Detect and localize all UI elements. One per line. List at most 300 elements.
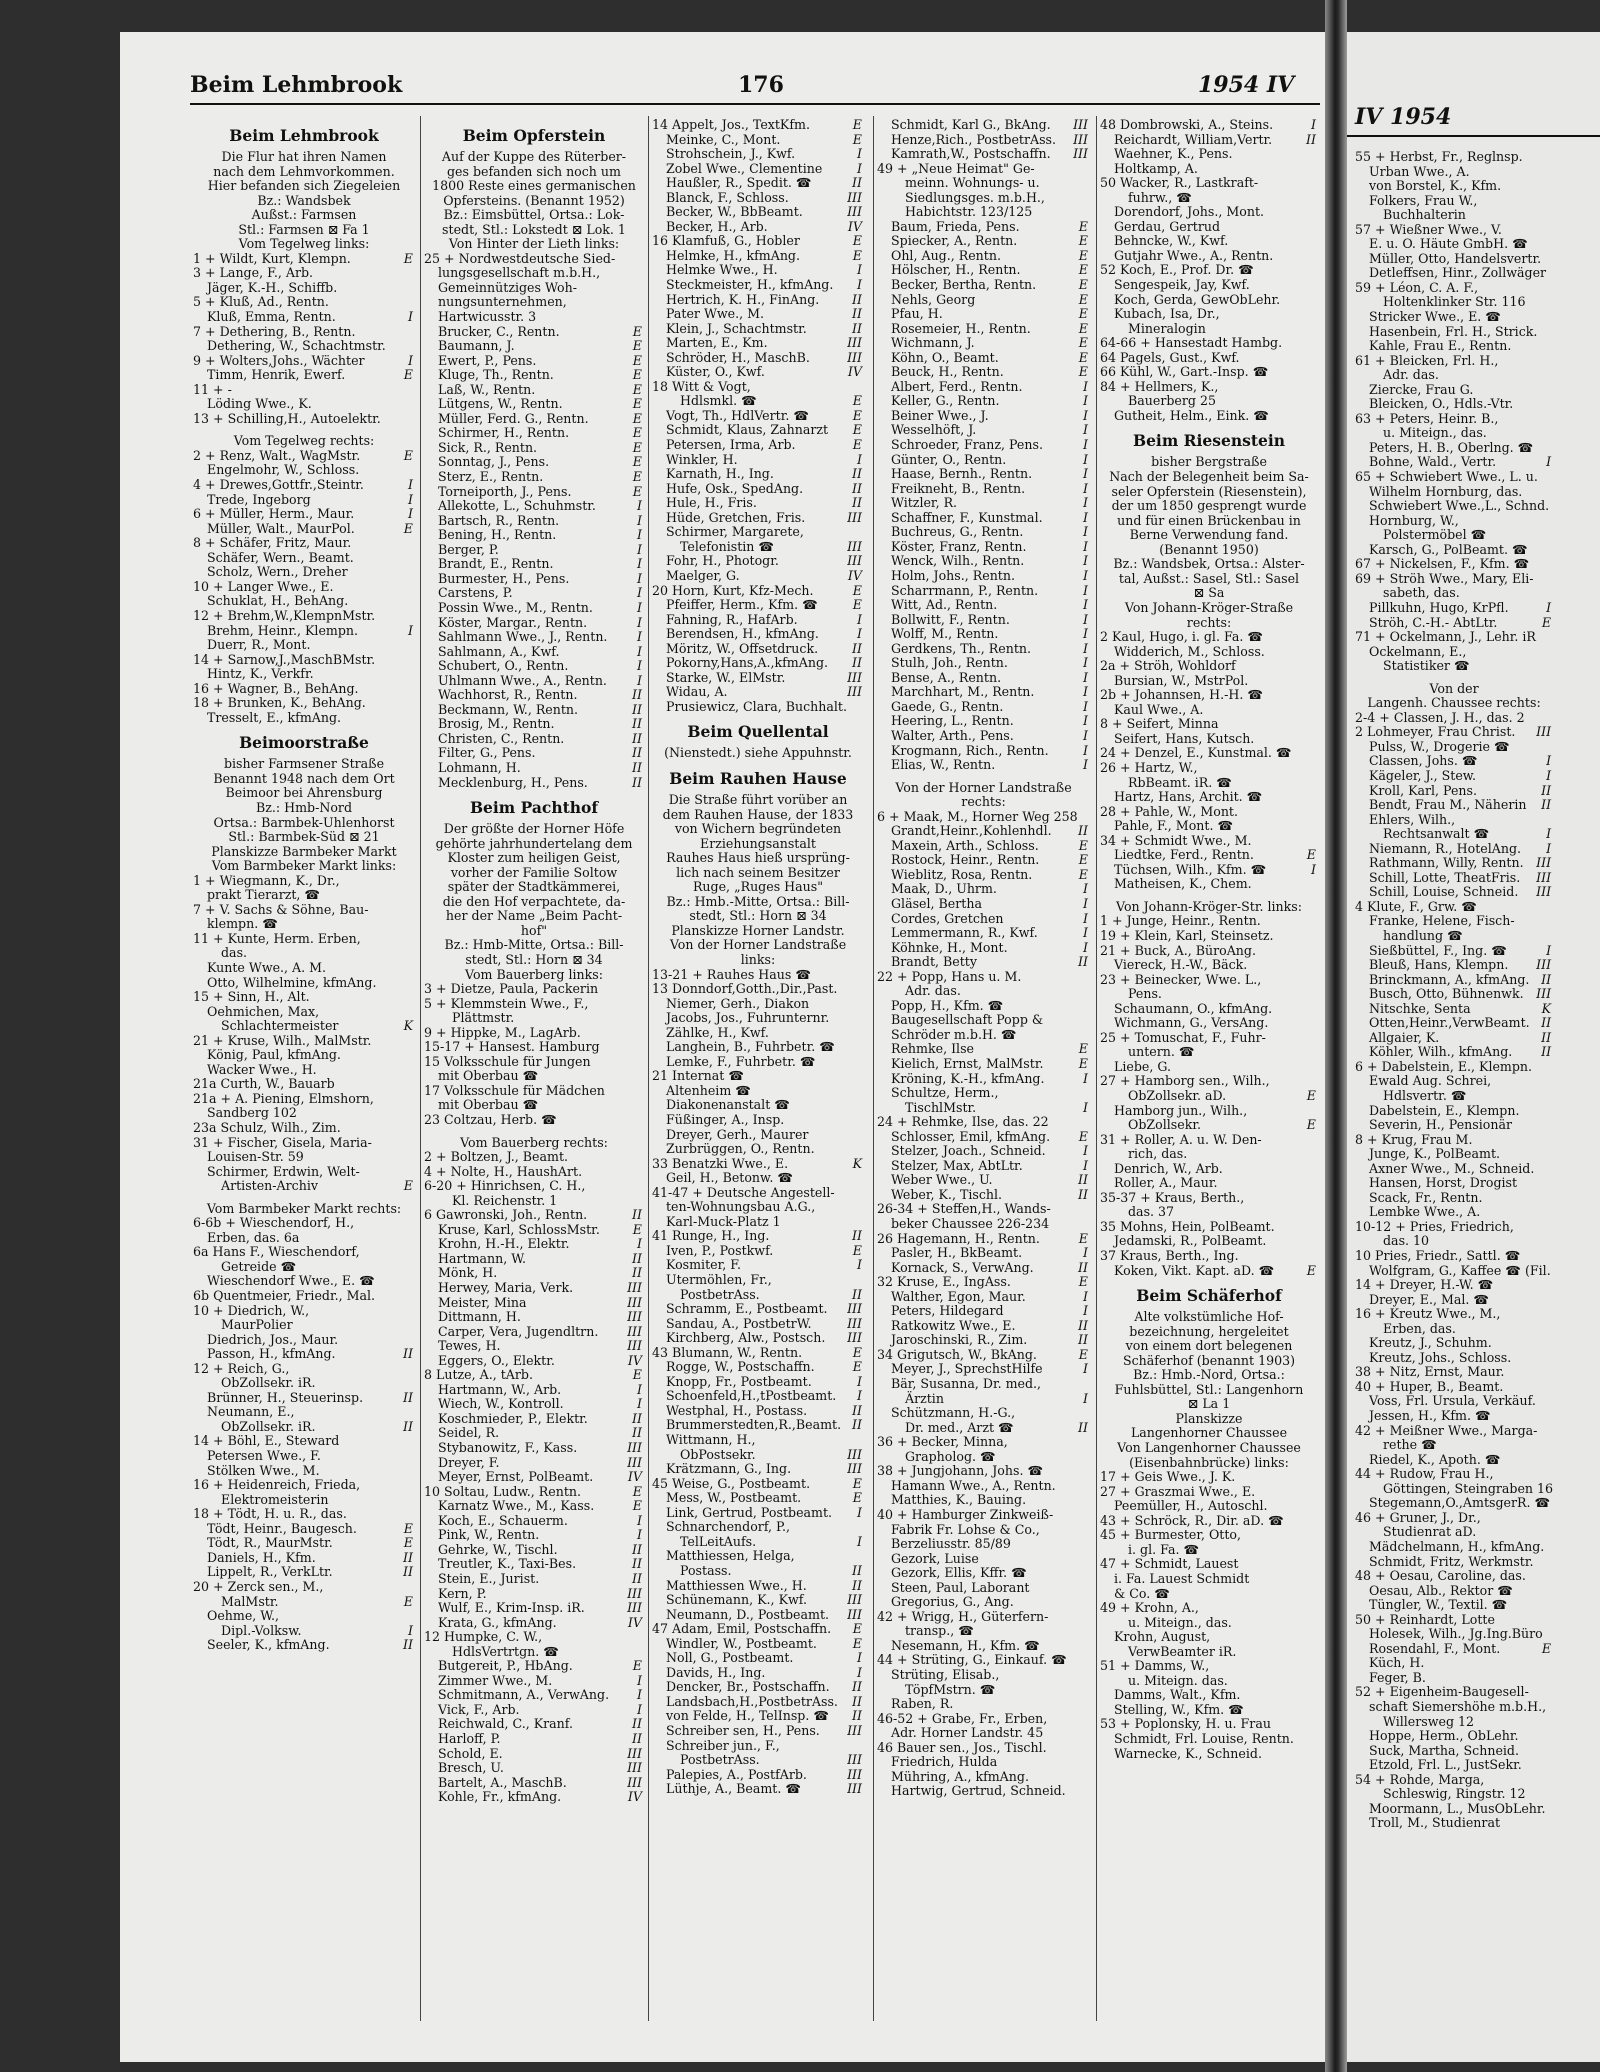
floor-marker: I (857, 146, 862, 162)
directory-entry (652, 467, 864, 482)
entry-text: Dr. med., Arzt ☎ (905, 1419, 1014, 1435)
floor-marker: III (1536, 957, 1552, 973)
floor-marker: IV (627, 1789, 642, 1805)
entry-text: Günter, O., Rentn. (891, 451, 1007, 467)
street-note (652, 909, 864, 924)
entry-text: Pfeiffer, Herm., Kfm. ☎ (666, 597, 818, 613)
entry-text: Berendsen, H., kfmAng. (666, 626, 819, 642)
entry-text: 31 + Roller, A. u. W. Den- (1100, 1131, 1262, 1147)
floor-marker: I (1083, 1143, 1088, 1159)
directory-entry (193, 1507, 415, 1522)
directory-entry (1355, 165, 1553, 180)
directory-entry (193, 551, 415, 566)
entry-text: Vom Barmbeker Markt links: (211, 858, 397, 874)
entry-text: sabeth, das. (1383, 585, 1460, 601)
directory-entry (877, 824, 1090, 839)
street-note (193, 165, 415, 180)
directory-entry (1355, 1104, 1553, 1119)
directory-entry (652, 278, 864, 293)
directory-entry (877, 1115, 1090, 1130)
directory-entry (877, 453, 1090, 468)
entry-text: Schröder m.b.H. ☎ (891, 1026, 1017, 1042)
entry-text: Keller, G., Rentn. (891, 393, 1000, 409)
entry-text: Die Flur hat ihren Namen (221, 149, 387, 164)
entry-text: Jacobs, Jos., Fuhrunternr. (666, 1010, 830, 1026)
directory-entry (877, 1668, 1090, 1683)
entry-text: Kielich, Ernst, MalMstr. (891, 1056, 1044, 1071)
directory-entry (1355, 914, 1553, 929)
directory-entry (1355, 1482, 1553, 1497)
directory-entry (424, 1717, 644, 1732)
directory-entry (424, 1485, 644, 1500)
entry-text: 8 + Krug, Frau M. (1355, 1131, 1473, 1147)
entry-text: Wesselhöft, J. (891, 422, 977, 438)
entry-text: Liedtke, Ferd., Rentn. (1114, 847, 1254, 863)
entry-text: 25 + Nordwestdeutsche Sied- (424, 250, 616, 266)
floor-marker: I (1546, 767, 1552, 783)
directory-entry (424, 982, 644, 997)
directory-entry (1100, 234, 1318, 249)
floor-marker: III (847, 1301, 862, 1317)
directory-entry (193, 1034, 415, 1049)
entry-text: Daniels, H., Kfm. (207, 1549, 316, 1565)
directory-entry (652, 336, 864, 351)
directory-entry (1355, 1773, 1553, 1788)
entry-text: Schuklat, H., BehAng. (207, 593, 349, 609)
entry-text: Küster, O., Kwf. (666, 364, 765, 380)
entry-text: Seeler, K., kfmAng. (207, 1637, 330, 1653)
directory-entry (1355, 1453, 1553, 1468)
entry-text: 2 Kaul, Hugo, i. gl. Fa. ☎ (1100, 629, 1264, 645)
entry-text: Bauerberg 25 (1128, 393, 1216, 409)
street-note (193, 150, 415, 165)
entry-text: u. Miteign., das. (1128, 1614, 1232, 1630)
entry-text: Knopp, Fr., Postbeamt. (666, 1373, 812, 1389)
entry-text: Tüngler, W., Textil. ☎ (1369, 1597, 1508, 1613)
street-heading (652, 718, 864, 746)
entry-text: 15 Volksschule für Jungen (424, 1053, 591, 1069)
entry-text: Krohn, H.-H., Elektr. (438, 1236, 570, 1252)
entry-text: Fohr, H., Photogr. (666, 553, 779, 569)
entry-text: Palepies, A., PostfArb. (666, 1766, 807, 1782)
entry-text: 21 + Kruse, Wilh., MalMstr. (193, 1032, 372, 1048)
directory-entry (1355, 383, 1553, 398)
directory-entry (1355, 1700, 1553, 1715)
entry-text: Dreyer, E., Mal. ☎ (1369, 1291, 1490, 1307)
entry-text: Raben, R. (891, 1696, 954, 1712)
directory-entry (193, 1347, 415, 1362)
floor-marker: II (632, 1556, 642, 1572)
entry-text: Stybanowitz, F., Kass. (438, 1440, 578, 1456)
entry-text: Detleffsen, Hinr., Zollwäger (1369, 265, 1547, 281)
entry-text: Ehlers, Wilh., (1369, 811, 1456, 827)
directory-entry (1355, 1758, 1553, 1773)
directory-entry (1355, 1293, 1553, 1308)
directory-entry (424, 266, 644, 281)
directory-entry (1100, 1162, 1318, 1177)
directory-entry (1355, 798, 1553, 813)
entry-text: Bleuß, Hans, Klempn. (1369, 957, 1509, 973)
floor-marker: E (852, 1359, 862, 1375)
floor-marker: I (857, 626, 862, 642)
directory-entry (424, 1616, 644, 1631)
street-note (1355, 682, 1553, 697)
entry-text: Franke, Helene, Fisch- (1369, 913, 1515, 929)
entry-text: 10 Pries, Friedr., Sattl. ☎ (1355, 1248, 1521, 1264)
entry-text: ObZollsekr. aD. (1128, 1088, 1227, 1103)
entry-text: Louisen-Str. 59 (207, 1149, 304, 1165)
directory-entry (877, 1712, 1090, 1727)
entry-text: Torneiporth, J., Pens. (438, 483, 572, 499)
entry-text: Lembke Wwe., A. (1369, 1204, 1481, 1220)
entry-text: Brehm, Heinr., Klempn. (207, 622, 359, 638)
floor-marker: II (1541, 1015, 1552, 1031)
directory-entry (652, 438, 864, 453)
entry-text: Peters, H. B., Oberlng. ☎ (1369, 439, 1534, 455)
entry-text: Langhein, B., Fuhrbetr. ☎ (666, 1039, 835, 1055)
entry-text: Seifert, Hans, Kutsch. (1114, 730, 1255, 746)
entry-text: Gutjahr Wwe., A., Rentn. (1114, 247, 1274, 263)
floor-marker: III (847, 509, 862, 525)
directory-entry (877, 1072, 1090, 1087)
floor-marker: III (627, 1338, 642, 1354)
floor-marker: I (857, 611, 862, 627)
entry-text: transp., ☎ (905, 1623, 974, 1639)
entry-text: Haase, Bernh., Rentn. (891, 466, 1033, 482)
entry-text: Dabelstein, E., Klempn. (1369, 1102, 1520, 1118)
entry-text: das. 10 (1383, 1233, 1430, 1249)
entry-text: Von der Horner Landstraße (895, 779, 1072, 795)
entry-text: Grapholog. ☎ (905, 1448, 996, 1464)
entry-text: Holtenklinker Str. 116 (1383, 294, 1526, 310)
floor-marker: II (852, 640, 862, 656)
entry-text: Rostock, Heinr., Rentn. (891, 852, 1040, 868)
directory-entry (193, 903, 415, 918)
street-note (193, 194, 415, 209)
column-divider (873, 116, 874, 2021)
directory-entry (652, 191, 864, 206)
directory-entry (652, 584, 864, 599)
entry-text: Gerdkens, Th., Rentn. (891, 640, 1032, 656)
street-note (424, 938, 644, 953)
floor-marker: III (627, 1760, 642, 1776)
entry-text: Schultze, Herm., (891, 1085, 999, 1101)
floor-marker: III (847, 669, 862, 685)
directory-entry (652, 1375, 864, 1390)
directory-entry (877, 1493, 1090, 1508)
floor-marker: E (632, 338, 642, 354)
entry-text: Meister, Mina (438, 1294, 527, 1310)
floor-marker: I (1083, 495, 1088, 511)
entry-text: rechts: (1186, 614, 1232, 630)
directory-entry (1355, 1715, 1553, 1730)
entry-text: Bartelt, A., MaschB. (438, 1774, 567, 1790)
floor-marker: III (847, 1446, 862, 1462)
floor-marker: E (852, 393, 862, 409)
floor-marker: I (637, 570, 642, 586)
entry-text: Wilhelm Hornburg, das. (1369, 483, 1523, 499)
entry-text: Hoppe, Herm., ObLehr. (1369, 1728, 1519, 1744)
directory-entry (652, 133, 864, 148)
directory-entry (1100, 1703, 1318, 1718)
column-3 (652, 118, 864, 1797)
directory-entry (652, 496, 864, 511)
entry-text: 38 + Nitz, Ernst, Maur. (1355, 1364, 1505, 1380)
entry-text: Wolfgram, G., Kaffee ☎ (Fil. (1369, 1262, 1551, 1278)
entry-text: 28 + Pahle, W., Mont. (1100, 803, 1239, 819)
directory-entry (1355, 295, 1553, 310)
directory-entry (1355, 514, 1553, 529)
entry-text: 16 + Heidenreich, Frieda, (193, 1477, 361, 1493)
floor-marker: E (632, 1221, 642, 1237)
directory-entry (1100, 307, 1318, 322)
directory-entry (1355, 725, 1553, 740)
entry-text: Hintz, K., Verkfr. (207, 666, 314, 682)
directory-entry (1100, 263, 1318, 278)
directory-entry (877, 1683, 1090, 1698)
entry-text: E. u. O. Häute GmbH. ☎ (1369, 236, 1528, 252)
entry-text: Passon, H., kfmAng. (207, 1346, 336, 1362)
entry-text: Beiner Wwe., J. (891, 407, 989, 423)
entry-text: Helmke, H., kfmAng. (666, 247, 800, 263)
directory-entry (424, 281, 644, 296)
entry-text: 11 + - (193, 381, 232, 397)
entry-text: Dethering, W., Schachtmstr. (207, 338, 386, 354)
directory-entry (1355, 1671, 1553, 1686)
directory-entry (877, 220, 1090, 235)
directory-entry (424, 1040, 644, 1055)
entry-text: Beim Lehmbrook (229, 126, 379, 145)
directory-entry (1355, 281, 1553, 296)
directory-entry (877, 1144, 1090, 1159)
street-note (1100, 528, 1318, 543)
floor-marker: I (857, 1257, 862, 1273)
directory-entry (193, 711, 415, 726)
entry-text: Opfersteins. (Benannt 1952) (443, 192, 625, 208)
entry-text: Gemeinnütziges Woh- (438, 279, 578, 295)
directory-entry (193, 888, 415, 903)
directory-entry (652, 700, 864, 715)
entry-text: Feger, B. (1369, 1669, 1426, 1685)
directory-entry (652, 423, 864, 438)
entry-text: Tüchsen, Wilh., Kfm. ☎ (1114, 861, 1267, 877)
entry-text: 17 + Geis Wwe., J. K. (1100, 1469, 1236, 1485)
street-note (652, 866, 864, 881)
entry-text: 48 + Oesau, Caroline, das. (1355, 1568, 1526, 1584)
entry-text: Koch, E., Schauerm. (438, 1512, 568, 1528)
entry-text: Hornburg, W., (1369, 512, 1459, 528)
directory-entry (877, 1624, 1090, 1639)
directory-entry (193, 1609, 415, 1624)
directory-entry (1355, 1540, 1553, 1555)
entry-text: 22 + Popp, Hans u. M. (877, 968, 1022, 984)
floor-marker: K (403, 1018, 413, 1034)
entry-text: Rauhes Haus hieß ursprüng- (666, 850, 850, 866)
entry-text: Brünner, H., Steuerinsp. (207, 1389, 364, 1405)
directory-entry (877, 147, 1090, 162)
entry-text: Ruge, „Ruges Haus" (692, 879, 824, 895)
entry-text: Hule, H., Fris. (666, 495, 757, 511)
entry-text: 4 Klute, F., Grw. ☎ (1355, 898, 1477, 914)
floor-marker: I (1083, 727, 1088, 743)
floor-marker: II (632, 701, 642, 717)
entry-text: Schäfer, Wern., Beamt. (207, 549, 354, 565)
entry-text: Neumann, E., (207, 1404, 295, 1420)
entry-text: Lohmann, H. (438, 759, 521, 775)
directory-entry (424, 732, 644, 747)
directory-entry (1355, 455, 1553, 470)
entry-text: Beim Opferstein (462, 126, 606, 145)
floor-marker: IV (627, 1352, 642, 1368)
directory-entry (652, 1011, 864, 1026)
directory-entry (1355, 711, 1553, 726)
directory-entry (652, 380, 864, 395)
entry-text: Vom Tegelweg links: (238, 236, 370, 252)
entry-text: Stelzer, Max, AbtLtr. (891, 1157, 1023, 1173)
directory-entry (1100, 1543, 1318, 1558)
directory-entry (424, 1310, 644, 1325)
entry-text: von Felde, H., TelInsp. ☎ (666, 1708, 830, 1724)
floor-marker: E (632, 352, 642, 368)
directory-entry (424, 1732, 644, 1747)
column-divider (648, 116, 649, 2021)
directory-entry (193, 1150, 415, 1165)
directory-entry (424, 470, 644, 485)
directory-entry (193, 990, 415, 1005)
directory-entry (424, 1296, 644, 1311)
entry-text: Damms, Walt., Kfm. (1114, 1687, 1241, 1703)
entry-text: Kunte Wwe., A. M. (207, 959, 327, 975)
entry-text: Dencker, Br., Postschaffn. (666, 1679, 830, 1695)
entry-text: Stelzer, Joach., Schneid. (891, 1143, 1046, 1159)
entry-text: Altenheim ☎ (666, 1082, 751, 1098)
directory-entry (424, 1281, 644, 1296)
floor-marker: I (637, 1672, 642, 1688)
entry-text: HdlsVertrtgn. ☎ (452, 1643, 559, 1659)
directory-entry (652, 1055, 864, 1070)
street-heading (193, 729, 415, 757)
entry-text: Bense, A., Rentn. (891, 669, 1002, 685)
directory-entry (193, 1092, 415, 1107)
entry-text: vorher der Familie Soltow (450, 864, 618, 880)
directory-entry (193, 1106, 415, 1121)
entry-text: Hartwicusstr. 3 (438, 309, 537, 325)
entry-text: Wulf, E., Krim-Insp. iR. (438, 1600, 585, 1616)
entry-text: Von Hinter der Lieth links: (448, 236, 620, 252)
column-4 (877, 118, 1090, 1799)
entry-text: Auf der Kuppe des Rüterber- (441, 149, 627, 164)
street-note (424, 953, 644, 968)
entry-text: Sick, R., Rentn. (438, 439, 538, 455)
directory-entry (1100, 1176, 1318, 1191)
entry-text: Denrich, W., Arb. (1114, 1160, 1223, 1176)
entry-text: Postass. (680, 1562, 732, 1578)
directory-entry (1355, 557, 1553, 572)
entry-text: 46-52 + Grabe, Fr., Erben, (877, 1710, 1048, 1726)
entry-text: Maxein, Arth., Schloss. (891, 837, 1039, 853)
directory-entry (424, 1397, 644, 1412)
floor-marker: E (1541, 614, 1552, 630)
directory-entry (424, 339, 644, 354)
directory-entry (1100, 630, 1318, 645)
entry-text: Friedrich, Hulda (891, 1754, 998, 1770)
directory-entry (877, 882, 1090, 897)
entry-text: 5 + Klemmstein Wwe., F., (424, 995, 589, 1011)
directory-entry (877, 1610, 1090, 1625)
directory-entry (652, 1273, 864, 1288)
floor-marker: E (403, 1178, 413, 1194)
directory-entry (1355, 827, 1553, 842)
directory-entry (193, 463, 415, 478)
book-gutter (1325, 0, 1347, 2072)
entry-text: König, Paul, kfmAng. (207, 1047, 341, 1063)
entry-text: 21 + Buck, A., BüroAng. (1100, 942, 1256, 958)
entry-text: Schleswig, Ringstr. 12 (1383, 1786, 1526, 1802)
directory-entry (652, 968, 864, 983)
entry-text: Buchhalterin (1383, 207, 1466, 223)
directory-entry (877, 394, 1090, 409)
floor-marker: II (403, 1346, 413, 1362)
directory-entry (424, 1703, 644, 1718)
entry-text: 8 + Seifert, Minna (1100, 716, 1219, 732)
entry-text: Treutler, K., Taxi-Bes. (438, 1556, 577, 1572)
directory-entry (424, 1325, 644, 1340)
entry-text: bisher Bergstraße (1151, 454, 1267, 470)
directory-entry (877, 511, 1090, 526)
directory-entry (877, 1450, 1090, 1465)
entry-text: Hüde, Gretchen, Fris. (666, 509, 806, 525)
directory-entry (652, 569, 864, 584)
directory-entry (1355, 1074, 1553, 1089)
entry-text: 34 + Schmidt Wwe., M. (1100, 832, 1252, 848)
floor-marker: I (857, 1664, 862, 1680)
directory-entry (1100, 1485, 1318, 1500)
floor-marker: E (1078, 218, 1088, 234)
directory-entry (1100, 674, 1318, 689)
directory-entry (193, 1304, 415, 1319)
entry-text: Willersweg 12 (1383, 1713, 1475, 1729)
floor-marker: I (637, 541, 642, 557)
directory-entry (877, 1595, 1090, 1610)
entry-text: Vom Bauerberg rechts: (460, 1134, 608, 1150)
entry-text: 2b + Johannsen, H.-H. ☎ (1100, 687, 1264, 703)
directory-entry (193, 339, 415, 354)
entry-text: Bendt, Frau M., Näherin (1369, 797, 1527, 813)
directory-entry (877, 380, 1090, 395)
directory-entry (1355, 1264, 1553, 1279)
directory-entry (877, 1362, 1090, 1377)
floor-marker: E (632, 483, 642, 499)
entry-text: Heering, L., Rentn. (891, 713, 1014, 729)
directory-entry (877, 1028, 1090, 1043)
directory-entry (193, 507, 415, 522)
entry-text: Scack, Fr., Rentn. (1369, 1189, 1483, 1205)
entry-text: Ewert, P., Pens. (438, 352, 537, 368)
entry-text: schaft Siemershöhe m.b.H., (1369, 1698, 1547, 1714)
floor-marker: II (852, 1693, 862, 1709)
entry-text: rethe ☎ (1383, 1437, 1437, 1453)
entry-text: 6 + Dabelstein, E., Klempn. (1355, 1058, 1533, 1074)
floor-marker: E (1078, 1230, 1088, 1246)
entry-text: Wenck, Wilh., Rentn. (891, 553, 1025, 569)
street-note (1100, 1426, 1318, 1441)
floor-marker: II (632, 1570, 642, 1586)
entry-text: Hasenbein, Frl. H., Strick. (1369, 323, 1538, 339)
entry-text: Wieschendorf Wwe., E. ☎ (207, 1273, 375, 1289)
entry-text: Von der (1429, 680, 1479, 696)
floor-marker: E (1078, 1041, 1088, 1057)
entry-text: Krata, G., kfmAng. (438, 1614, 557, 1630)
